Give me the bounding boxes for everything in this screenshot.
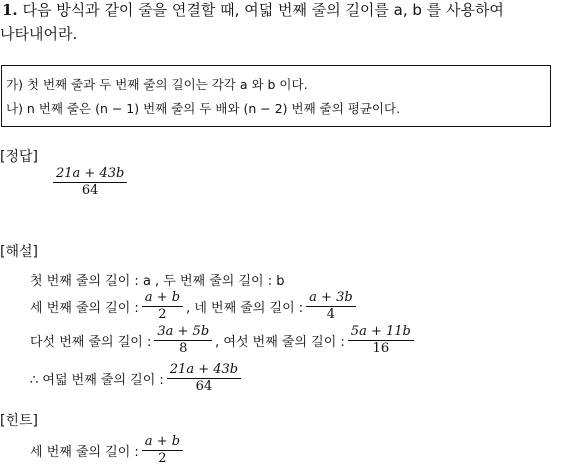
explanation-line-1 [30, 270, 285, 289]
explanation-line-1-text: 첫 번째 줄의 길이 : a , 두 번째 줄의 길이 : b [30, 274, 285, 289]
fraction-denominator: 2 [158, 307, 167, 322]
fraction-numerator: a + 3b [309, 290, 353, 305]
answer-denominator: 64 [81, 183, 99, 198]
explanation-line-2 [30, 290, 359, 323]
condition-ga: 가) 첫 번째 줄과 두 번째 줄의 길이는 각각 a 와 b 이다. [6, 77, 308, 92]
question-text-line-1: 다음 방식과 같이 줄을 연결할 때, 여덟 번째 줄의 길이를 a, b 를 사용하여 [22, 1, 504, 19]
explanation-line-3 [30, 324, 417, 357]
condition-na: 나) n 번째 줄은 (n − 1) 번째 줄의 두 배와 (n − 2) 번째 줄의 평균이다. [6, 101, 401, 116]
explanation-line-3-fraction-1 [154, 324, 212, 357]
hint-line [30, 434, 186, 467]
explanation-line-2-fraction-2 [306, 290, 356, 323]
hint-prefix: 세 번째 줄의 길이 : [30, 445, 139, 460]
question-text-line-2: 나타내어라. [0, 25, 78, 43]
fraction-denominator: 64 [195, 379, 213, 394]
fraction-denominator: 4 [326, 307, 336, 322]
hint-fraction [142, 434, 183, 467]
explanation-line-4-fraction [167, 362, 241, 395]
fraction-denominator: 16 [372, 341, 390, 356]
fraction-numerator: a + b [144, 290, 181, 305]
explanation-line-4 [30, 362, 244, 395]
fraction-denominator: 8 [179, 341, 188, 356]
explanation-line-2-prefix-2: , 네 번째 줄의 길이 : [186, 301, 304, 316]
explanation-line-3-prefix-1: 다섯 번째 줄의 길이 : [30, 335, 152, 350]
answer-fraction [50, 166, 130, 199]
fraction-numerator: a + b [144, 434, 181, 449]
answer-label: [정답] [0, 149, 38, 165]
explanation-line-3-prefix-2: , 여섯 번째 줄의 길이 : [215, 335, 345, 350]
fraction-numerator: 5a + 11b [350, 324, 411, 339]
question-number: 1. [2, 1, 18, 19]
explanation-label: [해설] [0, 244, 38, 260]
explanation-line-4-prefix: ∴ 여덟 번째 줄의 길이 : [30, 373, 164, 388]
fraction-numerator: 3a + 5b [157, 324, 210, 339]
explanation-line-2-prefix-1: 세 번째 줄의 길이 : [30, 301, 139, 316]
question-line-1 [2, 0, 504, 20]
explanation-line-2-fraction-1 [142, 290, 183, 323]
hint-label: [힌트] [0, 413, 38, 429]
answer-numerator: 21a + 43b [56, 166, 125, 181]
explanation-line-3-fraction-2 [348, 324, 414, 357]
fraction-denominator: 2 [158, 451, 167, 466]
fraction-numerator: 21a + 43b [169, 362, 239, 377]
